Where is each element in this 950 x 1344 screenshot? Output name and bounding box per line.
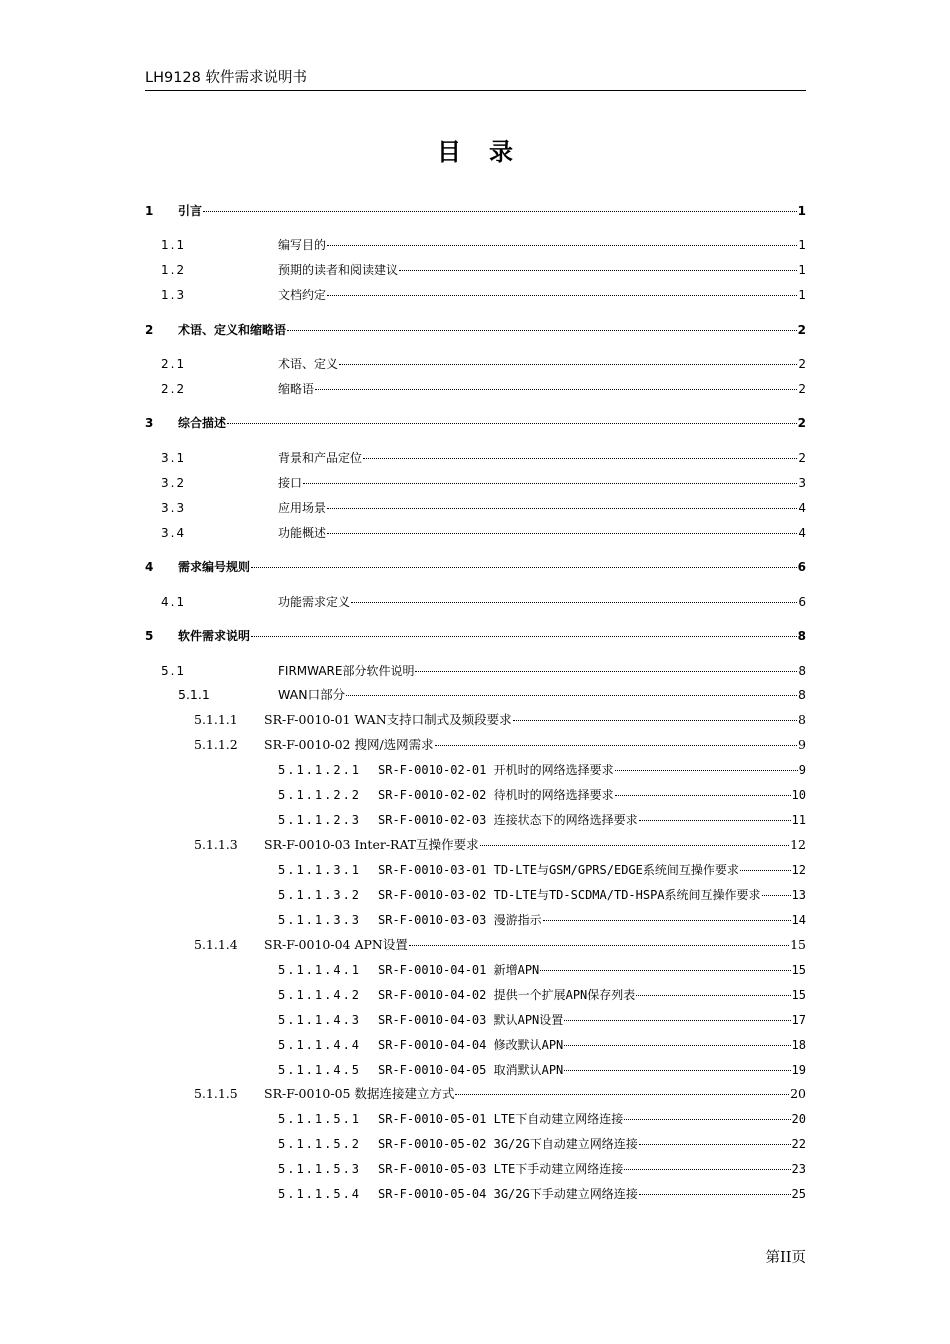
dot-leader [639,1144,791,1145]
toc-entry-title: 应用场景 [278,501,327,515]
toc-entry[interactable] [145,414,806,432]
toc-heading: 目录 [437,138,541,166]
toc-entry[interactable] [278,911,806,929]
toc-entry-page: 11 [791,813,806,827]
toc-entry-page: 23 [791,1162,806,1176]
toc-entry-number: 5.1.1.2.2 [278,788,362,802]
toc-entry-page: 8 [798,687,806,702]
toc-entry-page: 6 [797,560,806,574]
toc-entry[interactable] [278,1160,806,1178]
toc-entry-page: 1 [797,204,806,218]
dot-leader [251,636,797,637]
toc-entry-page: 9 [798,763,806,777]
toc-entry[interactable] [278,886,806,904]
document-title: LH9128 软件需求说明书 [145,70,307,86]
toc-entry[interactable] [161,593,806,611]
toc-entry-number: 1.1 [161,238,187,252]
toc-entry[interactable] [278,786,806,804]
toc-entry-number: 5.1.1.2.1 [278,763,362,777]
dot-leader [327,295,797,296]
toc-entry-title: 背景和产品定位 [278,451,363,465]
toc-entry-page: 8 [798,664,806,678]
toc-entry-title: SR-F-0010-05-02 3G/2G下自动建立网络连接 [378,1137,638,1151]
toc-entry-title: FIRMWARE部分软件说明 [278,664,415,678]
dot-leader [624,1119,790,1120]
toc-entry-number: 4 [145,560,154,574]
toc-entry-number: 3.1 [161,451,187,465]
toc-entry-number: 5.1.1.4 [194,937,238,952]
toc-entry-number: 5.1.1.3.2 [278,888,362,902]
dot-leader [762,895,791,896]
toc-entry[interactable] [278,961,806,979]
toc-entry-page: 20 [790,1086,806,1101]
toc-entry-number: 5 [145,629,154,643]
toc-entry[interactable] [161,380,806,398]
toc-entry-page: 8 [798,712,806,727]
toc-entry-title: 软件需求说明 [178,629,251,643]
toc-entry-number: 5.1.1.4.3 [278,1013,362,1027]
dot-leader [399,270,797,271]
toc-entry-page: 8 [797,629,806,643]
toc-entry-title: SR-F-0010-05-03 LTE下手动建立网络连接 [378,1162,624,1176]
toc-entry[interactable] [278,1011,806,1029]
toc-entry[interactable] [278,1036,806,1054]
toc-entry-title: SR-F-0010-04-02 提供一个扩展APN保存列表 [378,988,636,1002]
toc-entry-number: 5.1.1.1 [194,712,238,727]
toc-entry-title: 综合描述 [178,416,227,430]
dot-leader [639,820,791,821]
dot-leader [480,845,789,846]
toc-entry-page: 3 [798,476,806,490]
toc-entry-page: 2 [798,451,806,465]
toc-entry-number: 5.1.1.4.4 [278,1038,362,1052]
toc-entry-page: 14 [791,913,806,927]
toc-entry-page: 20 [791,1112,806,1126]
dot-leader [327,533,797,534]
toc-entry-title: 文档约定 [278,288,327,302]
toc-entry-number: 5.1.1.3.1 [278,863,362,877]
toc-entry-title: SR-F-0010-03 Inter-RAT互操作要求 [264,837,479,852]
toc-entry-page: 15 [790,937,806,952]
dot-leader [315,389,797,390]
dot-leader [455,1094,789,1095]
toc-entry[interactable] [194,1085,806,1103]
toc-entry-number: 3.4 [161,526,187,540]
dot-leader [639,1194,791,1195]
toc-entry-title: 编写目的 [278,238,327,252]
toc-entry-number: 5.1.1.4.2 [278,988,362,1002]
toc-entry-number: 5.1.1.2 [194,737,238,752]
toc-entry-title: 功能需求定义 [278,595,351,609]
toc-entry[interactable] [278,861,806,879]
toc-entry-page: 9 [798,737,806,752]
toc-entry[interactable] [194,736,806,754]
dot-leader [615,770,798,771]
toc-entry-title: SR-F-0010-04 APN设置 [264,937,408,952]
toc-entry-page: 2 [797,323,806,337]
toc-entry-page: 17 [791,1013,806,1027]
dot-leader [615,795,791,796]
toc-entry-number: 5.1.1.4.1 [278,963,362,977]
toc-entry-title: SR-F-0010-02-03 连接状态下的网络选择要求 [378,813,638,827]
dot-leader [287,330,797,331]
dot-leader [543,920,791,921]
toc-entry-page: 2 [797,416,806,430]
toc-entry-number: 2 [145,323,154,337]
toc-entry-number: 5.1.1.5.2 [278,1137,362,1151]
toc-entry-title: SR-F-0010-03-02 TD-LTE与TD-SCDMA/TD-HSPA系统间互操作要求 [378,888,761,902]
toc-entry-number: 1 [145,204,154,218]
dot-leader [415,671,797,672]
toc-entry-number: 5.1.1.5.1 [278,1112,362,1126]
dot-leader [564,1070,790,1071]
toc-entry-page: 1 [798,288,806,302]
dot-leader [435,745,797,746]
toc-entry-title: SR-F-0010-04-01 新增APN [378,963,540,977]
toc-entry-number: 2.2 [161,382,187,396]
dot-leader [636,995,790,996]
toc-entry-number: 1.2 [161,263,187,277]
toc-entry-page: 2 [798,357,806,371]
toc-entry-number: 5.1 [161,664,187,678]
toc-entry-title: SR-F-0010-04-05 取消默认APN [378,1063,564,1077]
toc-entry-title: SR-F-0010-05-04 3G/2G下手动建立网络连接 [378,1187,638,1201]
toc-entry-page: 22 [791,1137,806,1151]
toc-entry[interactable] [161,524,806,542]
toc-entry-page: 15 [791,963,806,977]
dot-leader [351,602,797,603]
toc-entry[interactable] [161,286,806,304]
toc-entry-title: 引言 [178,204,203,218]
toc-entry-title: SR-F-0010-03-01 TD-LTE与GSM/GPRS/EDGE系统间互操作要求 [378,863,739,877]
toc-entry-page: 18 [791,1038,806,1052]
toc-entry-page: 12 [790,837,806,852]
page-header [145,66,806,91]
toc-entry-title: SR-F-0010-05 数据连接建立方式 [264,1086,455,1101]
toc-entry-page: 2 [798,382,806,396]
toc-entry-title: WAN口部分 [278,687,346,702]
dot-leader [740,870,791,871]
dot-leader [564,1020,790,1021]
toc-entry-title: 预期的读者和阅读建议 [278,263,399,277]
toc-entry[interactable] [145,321,806,339]
toc-entry-number: 2.1 [161,357,187,371]
toc-entry[interactable] [145,558,806,576]
toc-entry-number: 5.1.1.5 [194,1086,238,1101]
toc-entry[interactable] [278,1061,806,1079]
dot-leader [327,508,797,509]
toc-entry-number: 5.1.1 [178,687,210,702]
toc-entry-title: SR-F-0010-02 搜网/选网需求 [264,737,434,752]
toc-entry[interactable] [161,662,806,680]
toc-entry[interactable] [161,355,806,373]
toc-entry[interactable] [161,236,806,254]
toc-entry-title: 需求编号规则 [178,560,251,574]
toc-entry[interactable] [278,986,806,1004]
toc-entry-page: 1 [798,263,806,277]
toc-entry-page: 4 [798,501,806,515]
toc-entry[interactable] [278,761,806,779]
toc-entry-page: 1 [798,238,806,252]
dot-leader [339,364,797,365]
dot-leader [327,245,797,246]
toc-entry-title: SR-F-0010-04-03 默认APN设置 [378,1013,564,1027]
dot-leader [203,211,797,212]
dot-leader [564,1045,790,1046]
toc-entry-number: 3.3 [161,501,187,515]
toc-entry-page: 4 [798,526,806,540]
toc-entry-title: SR-F-0010-02-01 开机时的网络选择要求 [378,763,614,777]
dot-leader [624,1169,790,1170]
dot-leader [303,483,797,484]
toc-entry-number: 5.1.1.5.4 [278,1187,362,1201]
toc-entry-number: 5.1.1.3.3 [278,913,362,927]
toc-entry-title: 功能概述 [278,526,327,540]
toc-entry[interactable] [161,499,806,517]
toc-entry-number: 5.1.1.5.3 [278,1162,362,1176]
toc-entry-number: 4.1 [161,595,187,609]
toc-entry-page: 15 [791,988,806,1002]
toc-entry-page: 6 [798,595,806,609]
toc-entry-number: 5.1.1.3 [194,837,238,852]
toc-entry[interactable] [194,711,806,729]
toc-entry-title: 术语、定义和缩略语 [178,323,287,337]
dot-leader [363,458,797,459]
toc-entry-title: SR-F-0010-03-03 漫游指示 [378,913,542,927]
toc-entry[interactable] [194,836,806,854]
toc-entry-title: 接口 [278,476,303,490]
toc-entry-title: SR-F-0010-04-04 修改默认APN [378,1038,564,1052]
dot-leader [409,945,789,946]
dot-leader [227,423,797,424]
toc-entry[interactable] [145,627,806,645]
toc-entry-title: SR-F-0010-05-01 LTE下自动建立网络连接 [378,1112,624,1126]
page-number: 第II页 [765,1250,806,1266]
toc-entry[interactable] [178,686,806,704]
toc-entry-title: 术语、定义 [278,357,339,371]
toc-entry[interactable] [161,261,806,279]
toc-entry-page: 13 [791,888,806,902]
toc-entry[interactable] [278,1110,806,1128]
toc-entry[interactable] [161,449,806,467]
toc-entry[interactable] [161,474,806,492]
toc-entry-page: 12 [791,863,806,877]
toc-entry[interactable] [278,1135,806,1153]
toc-entry-page: 19 [791,1063,806,1077]
toc-entry-number: 3.2 [161,476,187,490]
toc-entry[interactable] [278,1185,806,1203]
dot-leader [251,567,797,568]
toc-entry-title: SR-F-0010-01 WAN支持口制式及频段要求 [264,712,512,727]
toc-entry-page: 10 [791,788,806,802]
dot-leader [346,695,797,696]
toc-entry[interactable] [194,936,806,954]
toc-entry-number: 5.1.1.4.5 [278,1063,362,1077]
toc-entry-number: 5.1.1.2.3 [278,813,362,827]
toc-entry[interactable] [278,811,806,829]
toc-entry-page: 25 [791,1187,806,1201]
toc-entry-number: 3 [145,416,154,430]
dot-leader [513,720,797,721]
toc-entry-number: 1.3 [161,288,187,302]
toc-entry[interactable] [145,202,806,220]
toc-entry-title: SR-F-0010-02-02 待机时的网络选择要求 [378,788,614,802]
dot-leader [540,970,790,971]
toc-entry-title: 缩略语 [278,382,315,396]
